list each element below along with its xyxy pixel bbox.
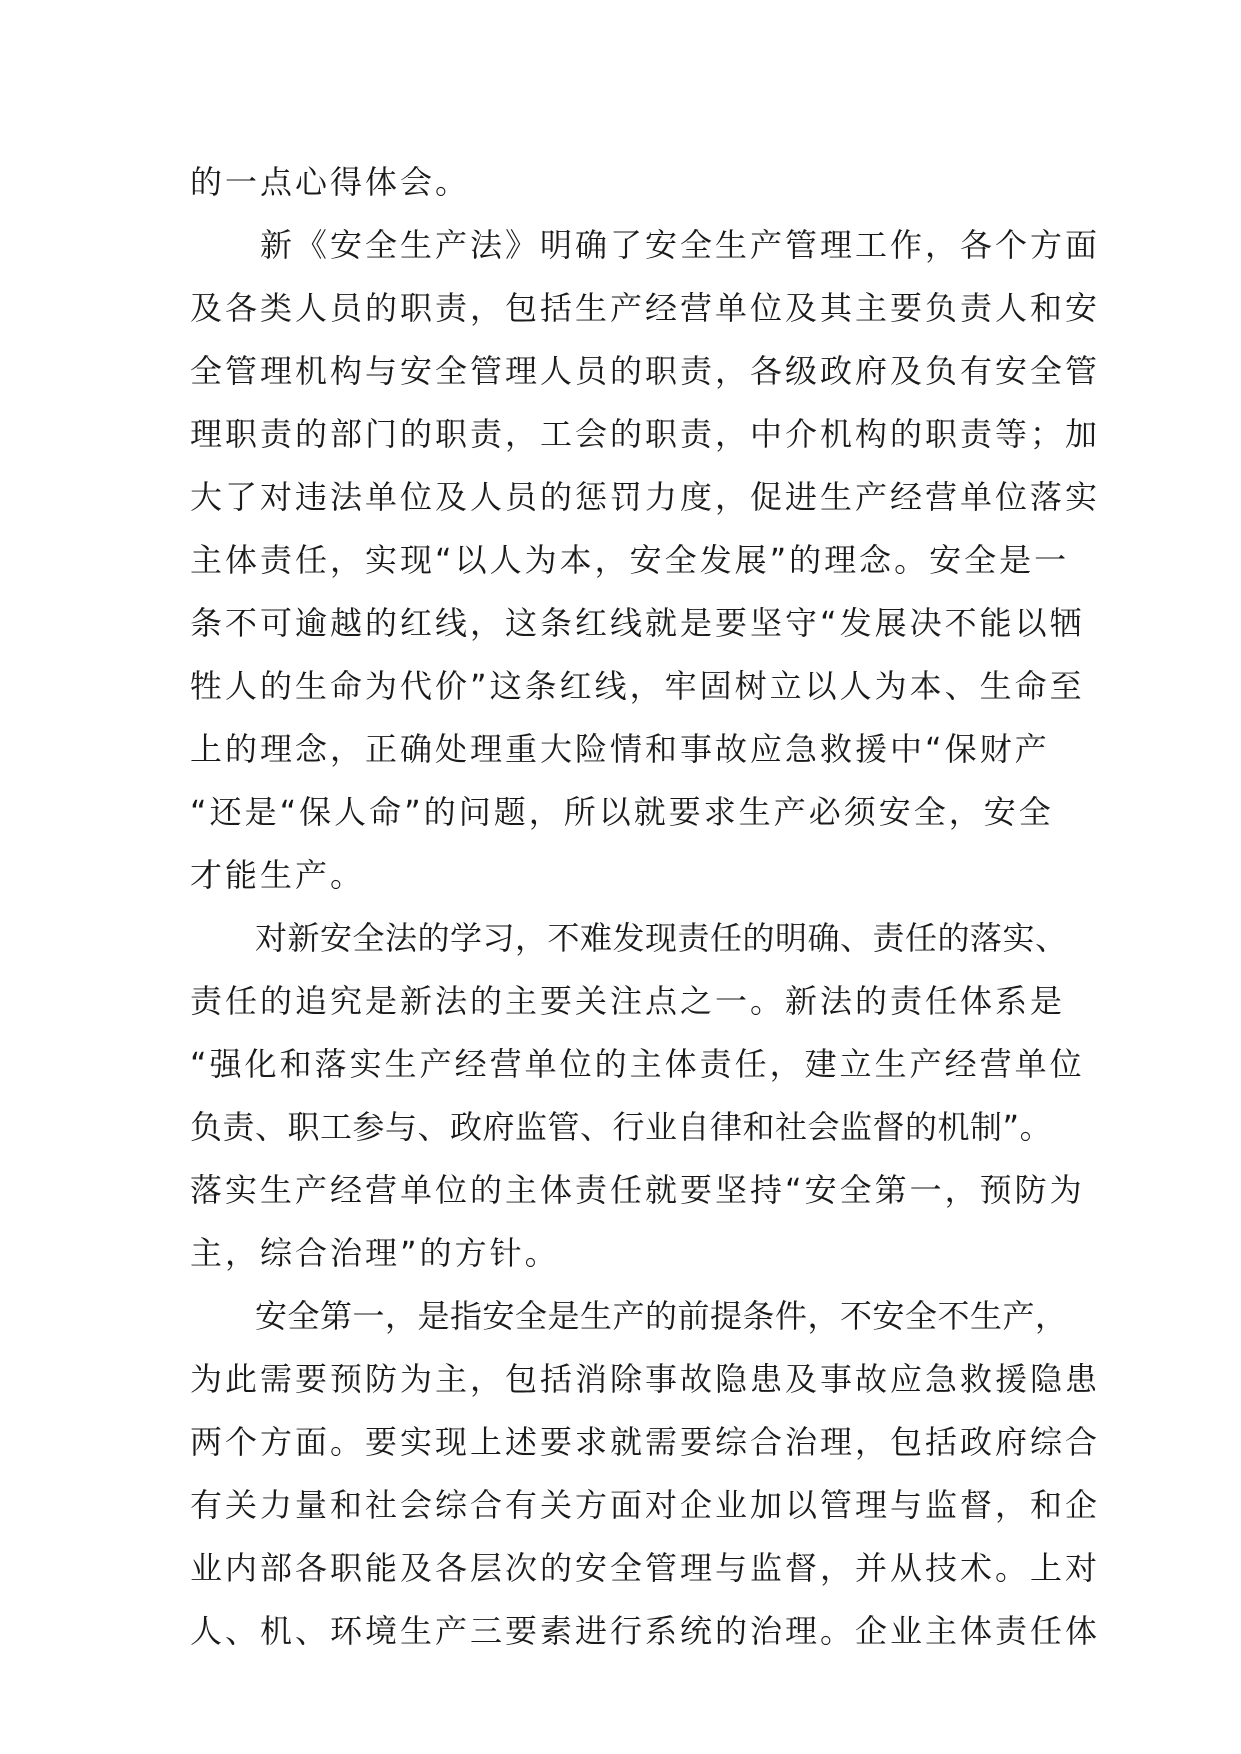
- text-line: 安全第一，是指安全是生产的前提条件，不安全不生产，: [190, 1297, 1068, 1335]
- paragraph-2: [190, 214, 1101, 907]
- text-line: 为此需要预防为主，包括消除事故隐患及事故应急救援隐患: [190, 1360, 1101, 1398]
- text-line: 人、机、环境生产三要素进行系统的治理。企业主体责任体: [190, 1612, 1101, 1650]
- document-body: [190, 151, 1101, 1663]
- text-line: 责任的追究是新法的主要关注点之一。新法的责任体系是: [190, 982, 1066, 1020]
- text-line: 条不可逾越的红线，这条红线就是要坚守“发展决不能以牺: [190, 604, 1085, 642]
- text-line: “强化和落实生产经营单位的主体责任，建立生产经营单位: [190, 1045, 1085, 1083]
- text-line: 业内部各职能及各层次的安全管理与监督，并从技术。上对: [190, 1549, 1101, 1587]
- text-line: 大了对违法单位及人员的惩罚力度，促进生产经营单位落实: [190, 478, 1101, 516]
- text-line: “还是“保人命”的问题，所以就要求生产必须安全，安全: [190, 793, 1054, 831]
- paragraph-1: [190, 151, 1070, 214]
- text-line: 主体责任，实现“以人为本，安全发展”的理念。安全是一: [190, 541, 1070, 579]
- text-line: 落实生产经营单位的主体责任就要坚持“安全第一，预防为: [190, 1171, 1085, 1209]
- text-line: 对新安全法的学习，不难发现责任的明确、责任的落实、: [190, 919, 1068, 957]
- text-line: 主，综合治理”的方针。: [190, 1234, 560, 1272]
- text-line: 有关力量和社会综合有关方面对企业加以管理与监督，和企: [190, 1486, 1101, 1524]
- text-line: 新《安全生产法》明确了安全生产管理工作，各个方面: [190, 226, 1101, 264]
- text-line: 上的理念，正确处理重大险情和事故应急救援中“保财产: [190, 730, 1050, 768]
- text-line: 才能生产。: [190, 856, 366, 894]
- text-line: 的一点心得体会。: [190, 163, 471, 201]
- text-line: 理职责的部门的职责，工会的职责，中介机构的职责等；加: [190, 415, 1101, 453]
- paragraph-4: [190, 1285, 1101, 1663]
- text-line: 及各类人员的职责，包括生产经营单位及其主要负责人和安: [190, 289, 1101, 327]
- text-line: 全管理机构与安全管理人员的职责，各级政府及负有安全管: [190, 352, 1101, 390]
- text-line: 两个方面。要实现上述要求就需要综合治理，包括政府综合: [190, 1423, 1101, 1461]
- text-line: 牲人的生命为代价”这条红线，牢固树立以人为本、生命至: [190, 667, 1085, 705]
- text-line: 负责、职工参与、政府监管、行业自律和社会监督的机制”。: [190, 1108, 1053, 1146]
- paragraph-3: [190, 907, 1085, 1285]
